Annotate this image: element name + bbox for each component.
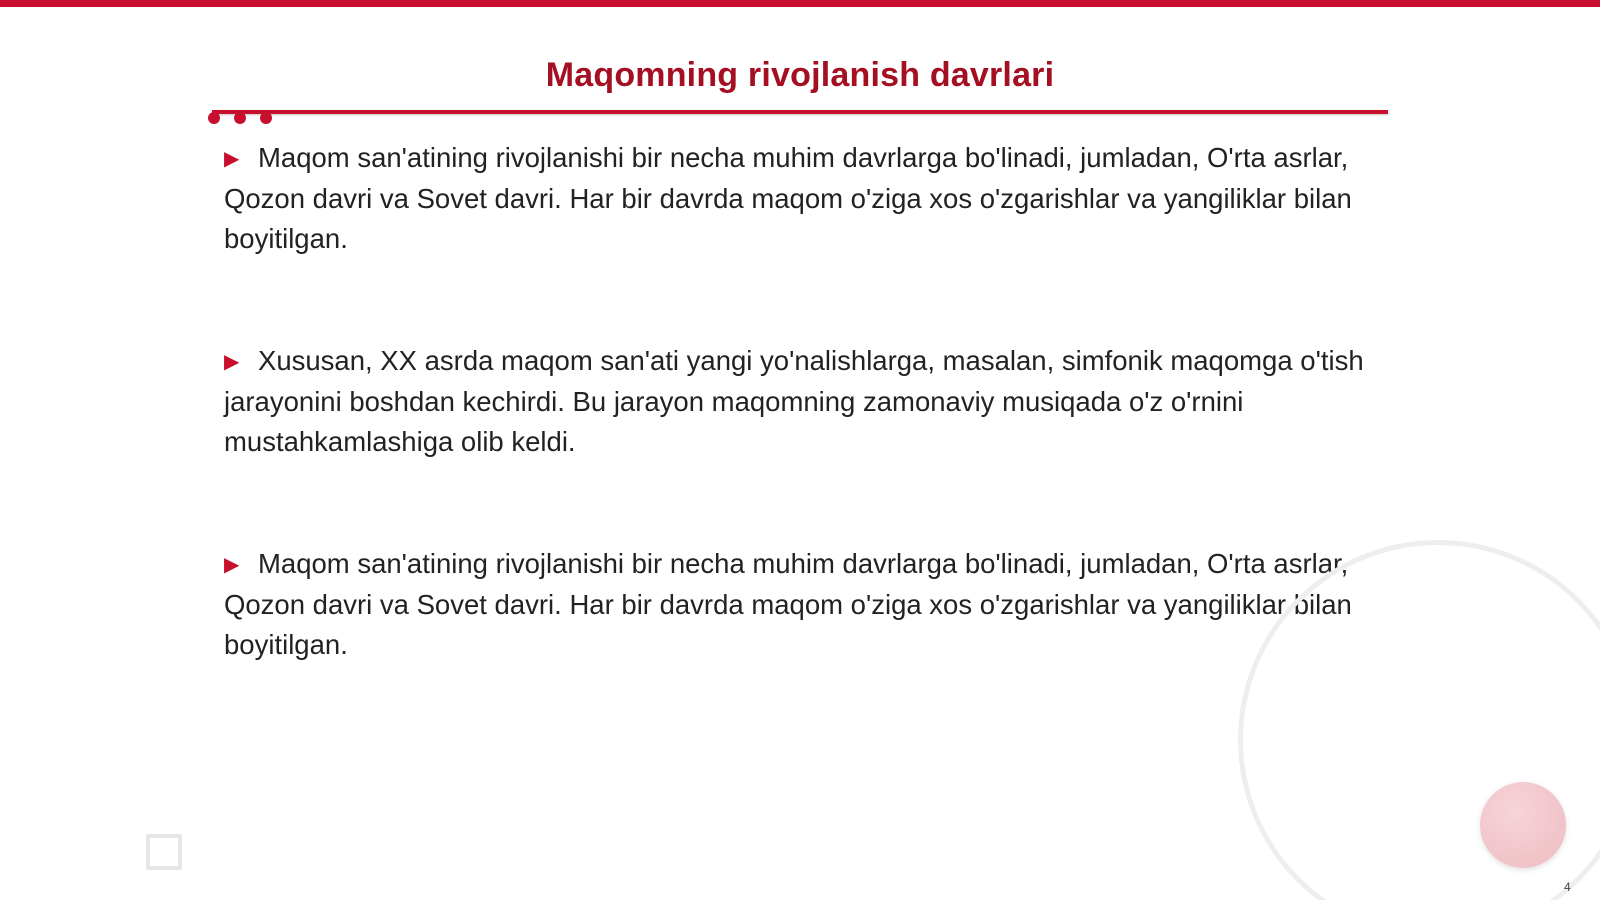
- decorative-dot-2: [234, 112, 246, 124]
- bullet-item-1: [224, 138, 1384, 259]
- bullet-text-2: Xususan, XX asrda maqom san'ati yangi yo'nalishlarga, masalan, simfonik maqomga o'tish jarayonini boshdan kechirdi. Bu jarayon maqomning zamonaviy musiqada o'z o'rnini mustahkamlashiga olib keldi.: [224, 345, 1364, 457]
- bullet-text-1: Maqom san'atining rivojlanishi bir necha muhim davrlarga bo'linadi, jumladan, O'rta asrlar, Qozon davri va Sovet davri. Har bir davrda maqom o'ziga xos o'zgarishlar va yangiliklar bilan boyitilgan.: [224, 142, 1352, 254]
- triangle-right-icon: ▶: [224, 351, 240, 373]
- decorative-dot-3: [260, 112, 272, 124]
- slide-title: Maqomning rivojlanish davrlari: [545, 56, 1055, 94]
- triangle-right-icon: ▶: [224, 148, 240, 170]
- bullet-list: [224, 138, 1384, 747]
- title-underline: [212, 110, 1388, 114]
- bullet-item-3: [224, 544, 1384, 665]
- decorative-dot-1: [208, 112, 220, 124]
- page-number: 4: [1564, 880, 1571, 894]
- top-accent-bar: [0, 0, 1600, 7]
- decorative-pink-circle: [1480, 782, 1566, 868]
- bullet-item-2: [224, 341, 1384, 462]
- bullet-text-3: Maqom san'atining rivojlanishi bir necha muhim davrlarga bo'linadi, jumladan, O'rta asrlar, Qozon davri va Sovet davri. Har bir davrda maqom o'ziga xos o'zgarishlar va yangiliklar bilan boyitilgan.: [224, 548, 1352, 660]
- decorative-square: [146, 834, 182, 870]
- triangle-right-icon: ▶: [224, 554, 240, 576]
